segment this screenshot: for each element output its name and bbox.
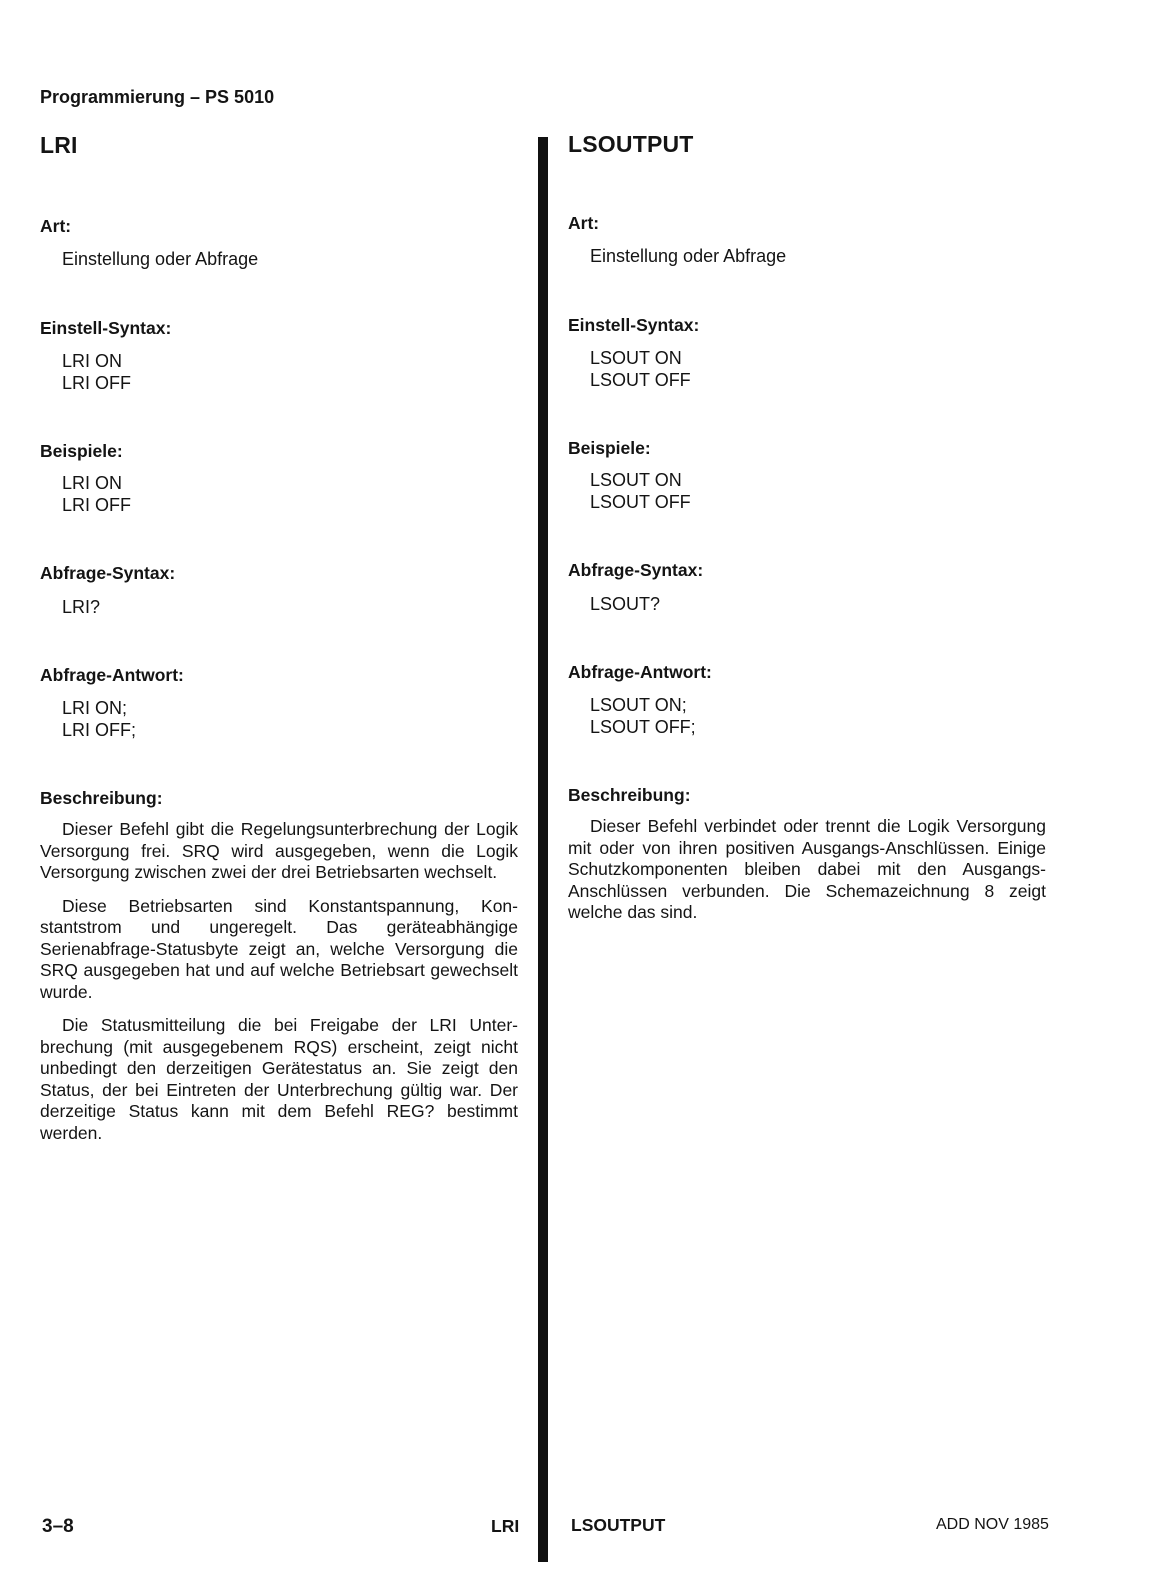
beschreibung-text — [568, 816, 1046, 936]
art-text: Einstellung oder Abfrage — [590, 246, 787, 266]
abfrage-syntax-value — [62, 596, 100, 618]
footer-date: ADD NOV 1985 — [936, 1516, 1049, 1533]
art-heading: Art: — [568, 213, 600, 233]
art-text: Einstellung oder Abfrage — [62, 249, 259, 269]
art-value — [62, 248, 258, 270]
query-line: LSOUT? — [590, 594, 661, 614]
beschreibung-text — [40, 819, 518, 1156]
description-paragraph: Diese Betriebsarten sind Konstantspannung, Konstantstrom und ungeregelt. Das geräteabhängige Serienabfrage-Statusbyte zeigt an, welche Versorgung die SRQ ausgegeben hat und auf welche Betriebsart gewechselt wurde. — [40, 895, 518, 1002]
change-bar — [538, 137, 548, 1562]
example-line: LRI OFF — [62, 495, 132, 515]
syntax-line: LSOUT ON — [590, 348, 682, 368]
example-line: LSOUT OFF — [590, 492, 691, 512]
query-line: LRI? — [62, 597, 101, 617]
response-line: LRI OFF; — [62, 720, 137, 740]
beispiele-list — [590, 469, 691, 513]
example-line: LRI ON — [62, 473, 123, 493]
page-number: 3–8 — [42, 1516, 74, 1537]
art-heading: Art: — [40, 216, 72, 236]
syntax-line: LRI ON — [62, 351, 123, 371]
abfrage-syntax-value — [590, 593, 660, 615]
einstell-syntax-list — [62, 350, 131, 394]
beschreibung-heading: Beschreibung: — [40, 788, 163, 808]
response-line: LRI ON; — [62, 698, 128, 718]
syntax-line: LSOUT OFF — [590, 370, 691, 390]
beschreibung-heading: Beschreibung: — [568, 785, 691, 805]
command-title-lsoutput: LSOUTPUT — [568, 131, 694, 157]
abfrage-syntax-heading: Abfrage-Syntax: — [40, 563, 176, 583]
beispiele-list — [62, 472, 131, 516]
command-title-lri: LRI — [40, 132, 78, 158]
abfrage-antwort-list — [590, 694, 696, 738]
description-paragraph: Dieser Befehl gibt die Regelungsunterbrechung der Logik Versorgung frei. SRQ wird ausgegeben, wenn die Logik Versorgung zwischen zwei der drei Betriebsarten wechselt. — [40, 819, 518, 882]
footer-left-label: LRI — [491, 1516, 520, 1536]
abfrage-syntax-heading: Abfrage-Syntax: — [568, 560, 704, 580]
abfrage-antwort-heading: Abfrage-Antwort: — [568, 662, 712, 682]
einstell-syntax-list — [590, 347, 691, 391]
response-line: LSOUT OFF; — [590, 717, 696, 737]
example-line: LSOUT ON — [590, 470, 682, 490]
footer-right-label: LSOUTPUT — [571, 1515, 666, 1535]
einstell-syntax-heading: Einstell-Syntax: — [40, 318, 172, 338]
page-header: Programmierung – PS 5010 — [40, 87, 275, 107]
syntax-line: LRI OFF — [62, 373, 132, 393]
response-line: LSOUT ON; — [590, 695, 687, 715]
abfrage-antwort-heading: Abfrage-Antwort: — [40, 665, 184, 685]
description-paragraph: Die Statusmitteilung die bei Freigabe der LRI Unterbrechung (mit ausgegebenem RQS) erscheint, zeigt nicht unbedingt den derzeitigen Gerätestatus an. Sie zeigt den Status, der bei Eintreten der Unterbrechung gültig war. Der derzeitige Status kann mit dem Befehl REG? bestimmt werden. — [40, 1015, 518, 1143]
beispiele-heading: Beispiele: — [568, 438, 651, 458]
beispiele-heading: Beispiele: — [40, 441, 123, 461]
art-value — [590, 245, 786, 267]
abfrage-antwort-list — [62, 697, 136, 741]
einstell-syntax-heading: Einstell-Syntax: — [568, 315, 700, 335]
description-paragraph: Dieser Befehl verbindet oder trennt die Logik Versorgung mit oder von ihren positiven Ausgangs-Anschlüssen. Einige Schutzkomponenten bleiben dabei mit den Ausgangs-Anschlüssen verbunden. Die Schemazeichnung 8 zeigt welche das sind. — [568, 816, 1046, 922]
